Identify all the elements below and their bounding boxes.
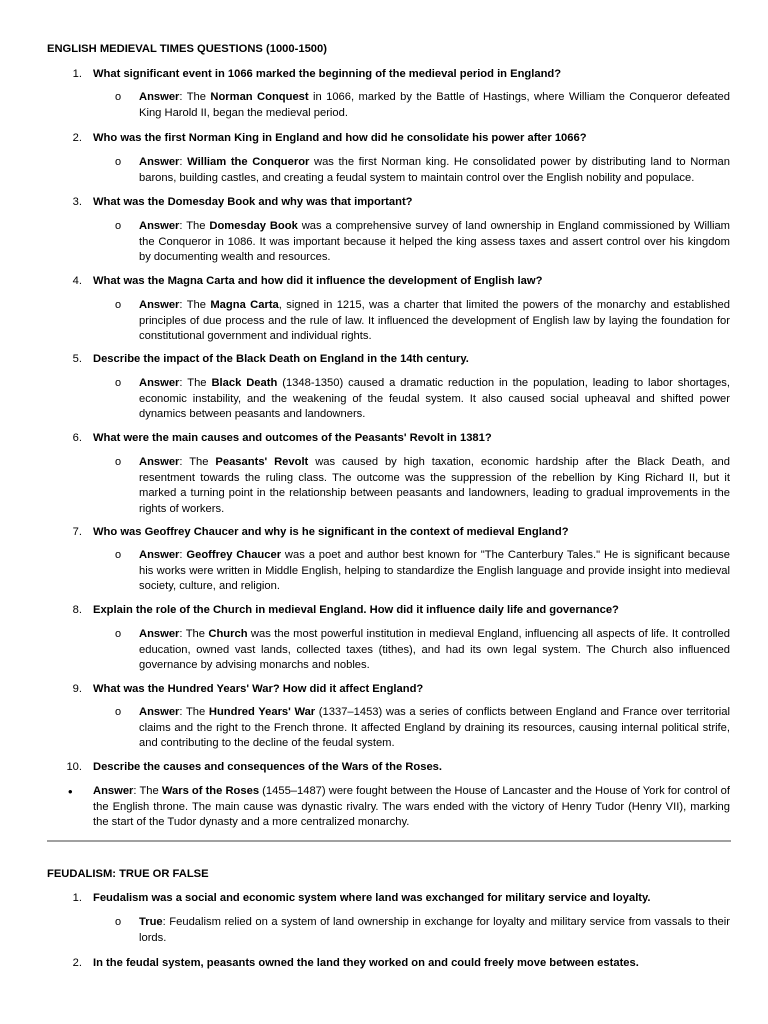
- question-text: What were the main causes and outcomes of the Peasants' Revolt in 1381?: [93, 432, 492, 444]
- question-number: 8.: [72, 604, 82, 616]
- question-text: Describe the impact of the Black Death on England in the 14th century.: [93, 353, 469, 365]
- hollow-bullet-icon: o: [115, 377, 122, 389]
- answer-label: Answer: [139, 628, 180, 640]
- answer-text: [139, 376, 730, 423]
- question-number: 5.: [72, 353, 82, 365]
- answer-sep: : The: [179, 377, 212, 389]
- section-title-medieval: ENGLISH MEDIEVAL TIMES QUESTIONS (1000-1500): [47, 43, 327, 55]
- answer-text: [139, 915, 730, 946]
- answer-label: Answer: [139, 220, 180, 232]
- answer-body: Feudalism relied on a system of land ownership in exchange for loyalty and military service from vassals to their lords.: [139, 916, 730, 944]
- question-text: What significant event in 1066 marked the beginning of the medieval period in England?: [93, 68, 562, 80]
- question-number: 7.: [72, 526, 82, 538]
- answer-sep: : The: [179, 299, 211, 311]
- answer-label: Answer: [139, 91, 180, 103]
- answer-term: Wars of the Roses: [161, 785, 260, 797]
- question-number: 6.: [72, 432, 82, 444]
- question-number: 2.: [72, 957, 82, 969]
- question-number: 1.: [72, 892, 82, 904]
- answer-term: Domesday Book: [209, 220, 298, 232]
- hollow-bullet-icon: o: [115, 549, 122, 561]
- answer-text: [139, 455, 730, 517]
- answer-label: Answer: [139, 549, 180, 561]
- solid-bullet-icon: •: [68, 784, 73, 799]
- answer-text: [93, 784, 730, 831]
- answer-sep: :: [162, 916, 170, 928]
- answer-label: True: [139, 916, 163, 928]
- answer-term: Geoffrey Chaucer: [186, 549, 282, 561]
- question-number: 1.: [72, 68, 82, 80]
- question-text: Who was the first Norman King in England and how did he consolidate his power after 1066?: [93, 132, 587, 144]
- question-number: 9.: [72, 683, 82, 695]
- answer-sep: :: [179, 156, 188, 168]
- answer-sep: : The: [179, 628, 209, 640]
- answer-text: [139, 548, 730, 595]
- question-text: What was the Domesday Book and why was that important?: [93, 196, 413, 208]
- horizontal-divider: [47, 840, 731, 842]
- question-text: In the feudal system, peasants owned the land they worked on and could freely move between estates.: [93, 957, 639, 969]
- hollow-bullet-icon: o: [115, 456, 122, 468]
- answer-label: Answer: [93, 785, 134, 797]
- answer-term: Church: [208, 628, 248, 640]
- hollow-bullet-icon: o: [115, 299, 122, 311]
- question-text: Who was Geoffrey Chaucer and why is he significant in the context of medieval England?: [93, 526, 569, 538]
- answer-body: was caused by high taxation, economic hardship after the Black Death, and resentment towards the ruling class. The outcome was the suppression of the rebellion by King Richard II, but it marked a turning point in the relationship between peasants and landowners, leading to gradual improvements in the rights of workers.: [139, 456, 731, 515]
- answer-text: [139, 155, 730, 186]
- hollow-bullet-icon: o: [115, 706, 122, 718]
- answer-sep: : The: [179, 220, 210, 232]
- answer-label: Answer: [139, 377, 180, 389]
- answer-label: Answer: [139, 706, 180, 718]
- answer-sep: : The: [179, 456, 216, 468]
- answer-text: [139, 627, 730, 674]
- answer-term: Black Death: [211, 377, 278, 389]
- answer-term: Peasants' Revolt: [215, 456, 309, 468]
- answer-body: (1337–1453) was a series of conflicts between England and France over territorial claims and the right to the French throne. It affected England by draining its resources, causing internal political strife, and contributing to the decline of the feudal system.: [139, 706, 730, 750]
- section-title-feudalism: FEUDALISM: TRUE OR FALSE: [47, 868, 209, 880]
- hollow-bullet-icon: o: [115, 91, 122, 103]
- question-number: 4.: [72, 275, 82, 287]
- answer-body: was the first Norman king. He consolidated power by distributing land to Norman barons, building castles, and creating a feudal system to maintain control over the English nobility and populace.: [139, 156, 730, 184]
- answer-text: [139, 90, 730, 121]
- answer-term: Hundred Years' War: [208, 706, 316, 718]
- answer-body: was a comprehensive survey of land ownership in England commissioned by William the Conqueror in 1086. It was important because it helped the king assess taxes and assert control over his kingdom by documenting wealth and resources.: [139, 220, 730, 264]
- answer-sep: :: [179, 549, 187, 561]
- question-text: What was the Magna Carta and how did it influence the development of English law?: [93, 275, 543, 287]
- hollow-bullet-icon: o: [115, 156, 122, 168]
- answer-body: was the most powerful institution in medieval England, influencing all aspects of life. It controlled education, owned vast lands, collected taxes (tithes), and had its own legal system. The Church also influenced governance by advising monarchs and nobles.: [139, 628, 730, 672]
- answer-sep: : The: [133, 785, 162, 797]
- answer-text: [139, 219, 730, 266]
- hollow-bullet-icon: o: [115, 220, 122, 232]
- question-text: Feudalism was a social and economic system where land was exchanged for military service and loyalty.: [93, 892, 651, 904]
- question-text: Explain the role of the Church in medieval England. How did it influence daily life and governance?: [93, 604, 619, 616]
- question-number: 3.: [72, 196, 82, 208]
- question-number: 2.: [72, 132, 82, 144]
- answer-sep: : The: [179, 91, 211, 103]
- answer-body: (1455–1487) were fought between the House of Lancaster and the House of York for control of the English throne. The main cause was dynastic rivalry. The wars ended with the victory of Henry Tudor (Henry VII), marking the start of the Tudor dynasty and a more centralized monarchy.: [93, 785, 731, 829]
- answer-text: [139, 298, 730, 345]
- answer-term: William the Conqueror: [187, 156, 310, 168]
- answer-body: was a poet and author best known for "The Canterbury Tales." He is significant because his works were written in Middle English, helping to standardize the English language and provide insight into medieval society, culture, and religion.: [139, 549, 730, 593]
- answer-term: Magna Carta: [210, 299, 279, 311]
- answer-term: Norman Conquest: [210, 91, 309, 103]
- question-text: Describe the causes and consequences of the Wars of the Roses.: [93, 761, 442, 773]
- answer-label: Answer: [139, 456, 180, 468]
- question-text: What was the Hundred Years' War? How did it affect England?: [93, 683, 424, 695]
- question-number: 10.: [66, 761, 82, 773]
- hollow-bullet-icon: o: [115, 916, 122, 928]
- hollow-bullet-icon: o: [115, 628, 122, 640]
- answer-label: Answer: [139, 299, 180, 311]
- answer-label: Answer: [139, 156, 180, 168]
- answer-body: , signed in 1215, was a charter that limited the powers of the monarchy and established principles of due process and the rule of law. It influenced the development of English law by laying the foundation for constitutional government and individual rights.: [139, 299, 730, 343]
- answer-sep: : The: [179, 706, 209, 718]
- answer-body: in 1066, marked by the Battle of Hastings, where William the Conqueror defeated King Harold II, began the medieval period.: [139, 91, 730, 119]
- answer-text: [139, 705, 730, 752]
- answer-body: (1348-1350) caused a dramatic reduction in the population, leading to labor shortages, economic instability, and the weakening of the feudal system. It also caused social upheaval and shifted power dynamics between peasants and landowners.: [139, 377, 731, 421]
